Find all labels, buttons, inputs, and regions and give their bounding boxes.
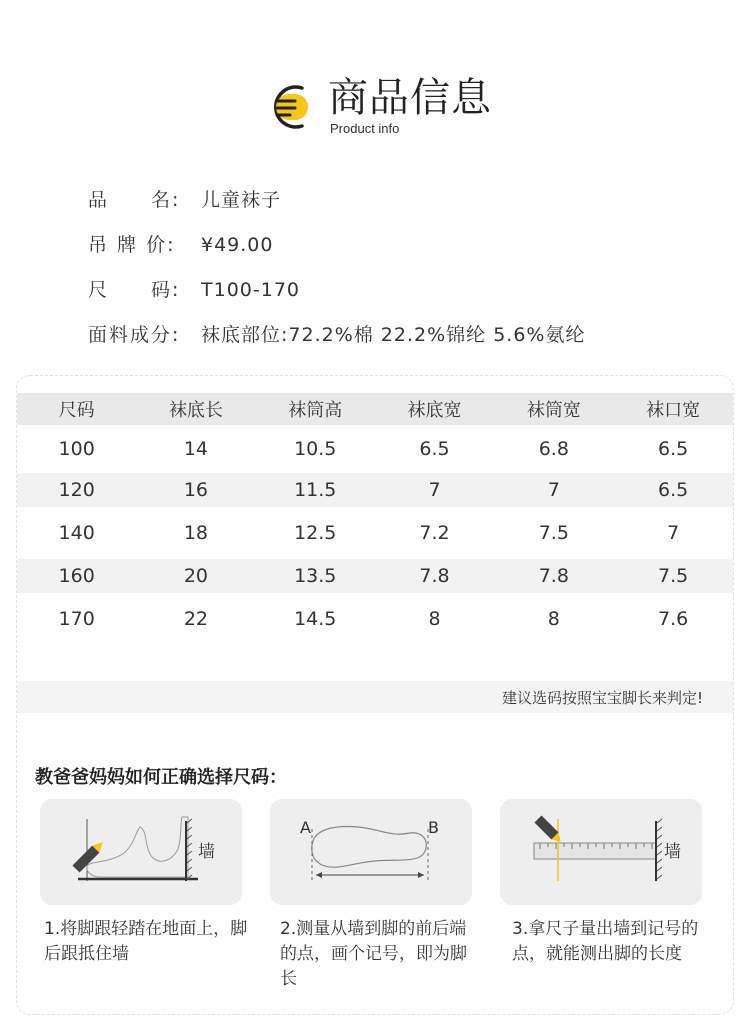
step-2-text: 2.测量从墙到脚的前后端的点，画个记号，即为脚长: [280, 919, 467, 989]
size-tip-text: 建议选码按照宝宝脚长来判定!: [501, 689, 703, 707]
footprint-measure-icon: [270, 799, 472, 905]
size-tip-bar: [17, 681, 733, 713]
table-cell: 22: [183, 608, 209, 630]
point-a-label: A: [300, 818, 311, 837]
table-cell: 6.8: [538, 438, 569, 460]
table-cell: 10.5: [294, 438, 337, 460]
table-cell: 7.6: [658, 608, 689, 630]
point-b-label: B: [428, 818, 439, 837]
howto-title: 教爸爸妈妈如何正确选择尺码：: [35, 767, 287, 788]
step-1-text: 1.将脚跟轻踏在地面上，脚后跟抵住墙: [44, 919, 248, 964]
foot-against-wall-icon: [40, 799, 242, 905]
column-header: 袜筒高: [288, 400, 343, 421]
info-list-icon: [262, 82, 316, 132]
table-cell: 7: [547, 479, 560, 501]
table-cell: 7: [428, 479, 441, 501]
column-header: 袜底长: [168, 400, 223, 421]
step-3-text: 3.拿尺子量出墙到记号的点，就能测出脚的长度: [512, 919, 699, 964]
table-cell: 11.5: [294, 479, 337, 501]
table-cell: 6.5: [658, 438, 689, 460]
table-row: [17, 473, 733, 507]
table-cell: 14: [183, 438, 209, 460]
table-cell: 8: [547, 608, 560, 630]
table-cell: 14.5: [294, 608, 337, 630]
table-cell: 18: [183, 522, 209, 544]
info-value: ¥49.00: [201, 234, 274, 256]
column-header: 尺码: [58, 400, 95, 421]
info-value: 袜底部位:72.2%棉 22.2%锦纶 5.6%氨纶: [201, 324, 586, 346]
wall-label: 墙: [664, 842, 681, 862]
info-value: 儿童袜子: [201, 189, 282, 211]
table-cell: 13.5: [294, 565, 337, 587]
table-cell: 120: [58, 479, 95, 501]
column-header: 袜筒宽: [526, 400, 581, 421]
table-cell: 100: [58, 438, 95, 460]
ruler-measure-icon: [500, 799, 702, 905]
table-cell: 16: [183, 479, 209, 501]
table-cell: 8: [428, 608, 441, 630]
info-key: 品 名:: [88, 189, 181, 211]
table-row: [17, 507, 733, 559]
table-cell: 7: [667, 522, 680, 544]
table-row: [17, 559, 733, 593]
table-cell: 140: [58, 522, 95, 544]
info-key: 面料成分:: [88, 324, 181, 346]
table-cell: 7.5: [538, 522, 569, 544]
size-table: [17, 393, 733, 645]
info-key: 吊 牌 价:: [88, 234, 176, 256]
wall-label: 墙: [198, 842, 215, 862]
step-1-illustration: [40, 799, 242, 905]
table-header: [17, 393, 733, 425]
section-header: [262, 76, 502, 140]
table-cell: 7.5: [658, 565, 689, 587]
column-header: 袜底宽: [407, 400, 462, 421]
step-3-illustration: [500, 799, 702, 905]
table-cell: 7.2: [419, 522, 450, 544]
table-row: [17, 425, 733, 473]
column-header: 袜口宽: [646, 400, 701, 421]
table-cell: 160: [58, 565, 95, 587]
table-cell: 7.8: [538, 565, 569, 587]
table-cell: 7.8: [419, 565, 450, 587]
info-key: 尺 码:: [88, 279, 181, 301]
table-cell: 12.5: [294, 522, 337, 544]
table-row: [17, 593, 733, 645]
page-subtitle: Product info: [330, 121, 400, 136]
table-cell: 6.5: [419, 438, 450, 460]
step-2-illustration: [270, 799, 472, 905]
table-cell: 20: [183, 565, 209, 587]
table-cell: 6.5: [658, 479, 689, 501]
page-title: 商品信息: [328, 75, 492, 121]
info-value: T100-170: [201, 279, 300, 301]
table-cell: 170: [58, 608, 95, 630]
